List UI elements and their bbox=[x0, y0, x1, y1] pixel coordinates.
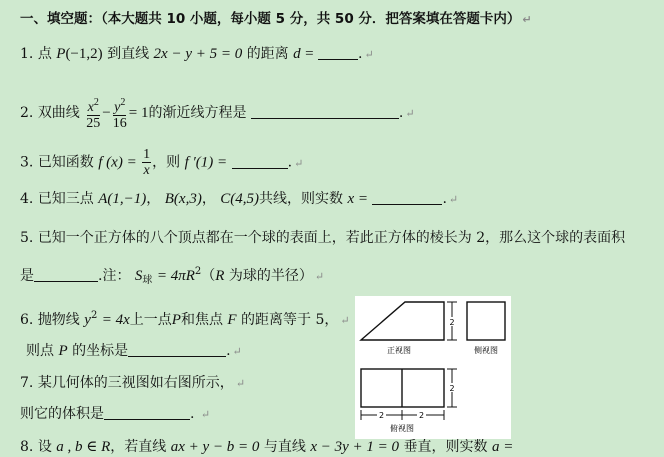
front-view-label: 正视图 bbox=[387, 346, 411, 355]
q4-sep2: ， bbox=[201, 191, 216, 207]
q6-y: y bbox=[84, 312, 91, 328]
q6-number: 6. bbox=[20, 312, 34, 328]
q6-square: 2 bbox=[90, 310, 98, 321]
q4-text2: 共线，则实数 bbox=[259, 191, 344, 207]
question-5 bbox=[20, 228, 625, 248]
question-8 bbox=[20, 437, 513, 457]
q2-minus: − bbox=[102, 105, 111, 121]
q6-text3: 和焦点 bbox=[180, 312, 223, 328]
question-3 bbox=[20, 147, 303, 178]
q7-number: 7. bbox=[20, 375, 34, 391]
q2-frac-a-den: 25 bbox=[86, 116, 101, 131]
return-mark: ↵ bbox=[235, 377, 246, 390]
q6-p-cont: P bbox=[58, 343, 68, 359]
q2-end: . bbox=[398, 105, 404, 121]
return-mark: ↵ bbox=[522, 13, 532, 26]
q4-answer-blank[interactable] bbox=[372, 190, 442, 205]
q6-text4: 的距离等于 5， bbox=[241, 312, 339, 328]
q5-note-open: （ bbox=[201, 268, 216, 284]
question-7 bbox=[20, 373, 245, 394]
q6-f: F bbox=[227, 312, 237, 328]
question-6 bbox=[20, 306, 350, 331]
q2-fraction-b: $\frac{y^2}{16}$ bbox=[112, 97, 127, 131]
q2-number: 2. bbox=[20, 105, 34, 121]
q3-function: f (x) = bbox=[98, 154, 137, 171]
return-mark: ↵ bbox=[364, 48, 374, 61]
q8-text2: ，若直线 bbox=[110, 439, 167, 455]
q5-formula: = 4πR bbox=[156, 268, 195, 284]
q6-text-cont2: 的坐标是 bbox=[72, 343, 129, 359]
q6-answer-blank[interactable] bbox=[128, 342, 226, 357]
front-view-shape bbox=[361, 302, 444, 340]
return-mark: ↵ bbox=[448, 193, 459, 206]
question-1 bbox=[20, 44, 374, 65]
q2-answer-blank[interactable] bbox=[251, 104, 399, 119]
q4-end: . bbox=[442, 191, 447, 207]
q2-fraction-a: $\frac{x^2}{25}$ bbox=[86, 97, 101, 131]
q6-text-cont: 则点 bbox=[26, 343, 54, 359]
q2-frac-b-den: 16 bbox=[112, 116, 127, 131]
q3-end: . bbox=[287, 154, 293, 171]
q1-answer-blank[interactable] bbox=[318, 45, 358, 60]
q1-line-eq: 2x − y + 5 = 0 bbox=[153, 46, 243, 62]
section-header-text: 一、填空题：（本大题共 10 小题，每小题 5 分，共 50 分．把答案填在答题卡内） bbox=[20, 11, 521, 27]
q1-end: . bbox=[358, 46, 363, 62]
q8-line1: ax + y − b = 0 bbox=[170, 439, 260, 455]
q1-point: P bbox=[56, 46, 66, 62]
side-view-shape bbox=[467, 302, 505, 340]
q5-note-label: .注： bbox=[98, 268, 131, 284]
return-mark: ↵ bbox=[294, 156, 304, 170]
q3-frac-num: 1 bbox=[143, 147, 151, 162]
q5-s: S bbox=[134, 268, 143, 284]
return-mark: ↵ bbox=[314, 270, 325, 283]
q5-note-text: 为球的半径） bbox=[228, 268, 313, 284]
q6-text2: 上一点 bbox=[129, 312, 172, 328]
q3-fraction bbox=[142, 147, 151, 178]
three-view-figure bbox=[355, 296, 511, 439]
question-7-cont bbox=[20, 404, 210, 425]
q8-text3: 与直线 bbox=[263, 439, 306, 455]
q2-frac-b-num: y bbox=[114, 100, 121, 115]
q8-text4: 垂直，则实数 bbox=[403, 439, 488, 455]
q7-answer-blank[interactable] bbox=[104, 405, 190, 420]
q1-text3: 的距离 bbox=[246, 46, 289, 62]
q1-text: 点 bbox=[37, 46, 52, 62]
q8-vars: a , b ∈ R bbox=[56, 439, 111, 455]
q6-p: P bbox=[171, 312, 181, 328]
q6-rhs: = 4x bbox=[101, 312, 130, 328]
q4-x: x = bbox=[347, 191, 368, 207]
q1-coords: (−1,2) bbox=[65, 46, 103, 62]
q3-derivative: f ′(1) = bbox=[184, 154, 228, 171]
section-header bbox=[20, 9, 532, 30]
q1-number: 1. bbox=[20, 46, 34, 62]
q2-text: 双曲线 bbox=[37, 105, 80, 121]
q8-text: 设 bbox=[37, 439, 52, 455]
top-height-dim: 2 bbox=[449, 384, 455, 393]
question-6-cont bbox=[26, 341, 242, 362]
q5-text: 已知一个正方体的八个顶点都在一个球的表面上，若此正方体的棱长为 2，那么这个球的表面积 bbox=[37, 230, 626, 246]
q4-point-c: C(4,5) bbox=[220, 191, 260, 207]
q4-number: 4. bbox=[20, 191, 34, 207]
q3-text: 已知函数 bbox=[37, 154, 94, 171]
q4-point-b: B(x,3) bbox=[164, 191, 202, 207]
question-5-cont bbox=[20, 262, 324, 291]
q3-answer-blank[interactable] bbox=[232, 154, 288, 169]
q8-line2: x − 3y + 1 = 0 bbox=[310, 439, 400, 455]
q6-end: . bbox=[226, 343, 231, 359]
q8-a: a = bbox=[491, 439, 514, 455]
q3-text2: ，则 bbox=[152, 154, 181, 171]
q3-number: 3. bbox=[20, 154, 34, 171]
return-mark: ↵ bbox=[405, 107, 415, 120]
q7-text: 某几何体的三视图如右图所示， bbox=[37, 375, 234, 391]
q5-text-cont: 是 bbox=[20, 268, 34, 284]
q7-text-cont: 则它的体积是 bbox=[20, 406, 104, 422]
top-view-label: 俯视图 bbox=[390, 424, 414, 433]
return-mark: ↵ bbox=[340, 314, 350, 327]
q2-frac-a-num: x bbox=[87, 100, 94, 115]
q5-square: 2 bbox=[194, 266, 202, 277]
q4-sep1: ， bbox=[146, 191, 161, 207]
q1-eqsign: = bbox=[305, 46, 314, 62]
q8-number: 8. bbox=[20, 439, 34, 455]
q2-text2: 的渐近线方程是 bbox=[148, 105, 247, 121]
q3-frac-den: x bbox=[143, 163, 150, 178]
q1-d: d bbox=[293, 46, 301, 62]
front-height-dim: 2 bbox=[449, 318, 455, 327]
return-mark: ↵ bbox=[232, 345, 242, 358]
side-view-label: 侧视图 bbox=[474, 346, 498, 355]
q4-point-a: A(1,−1) bbox=[98, 191, 147, 207]
q5-number: 5. bbox=[20, 230, 34, 246]
q5-s-sub: 球 bbox=[142, 275, 153, 286]
q6-text: 抛物线 bbox=[37, 312, 80, 328]
question-4 bbox=[20, 189, 458, 210]
q1-text2: 到直线 bbox=[107, 46, 150, 62]
question-2 bbox=[20, 95, 415, 131]
q5-r: R bbox=[215, 268, 225, 284]
q7-end: . bbox=[190, 406, 195, 422]
bottom-left-dim: 2 bbox=[378, 411, 385, 420]
q5-answer-blank[interactable] bbox=[34, 267, 98, 282]
q2-eq1: = 1 bbox=[128, 105, 149, 121]
return-mark: ↵ bbox=[200, 408, 211, 421]
bottom-right-dim: 2 bbox=[418, 411, 425, 420]
q4-text: 已知三点 bbox=[37, 191, 94, 207]
